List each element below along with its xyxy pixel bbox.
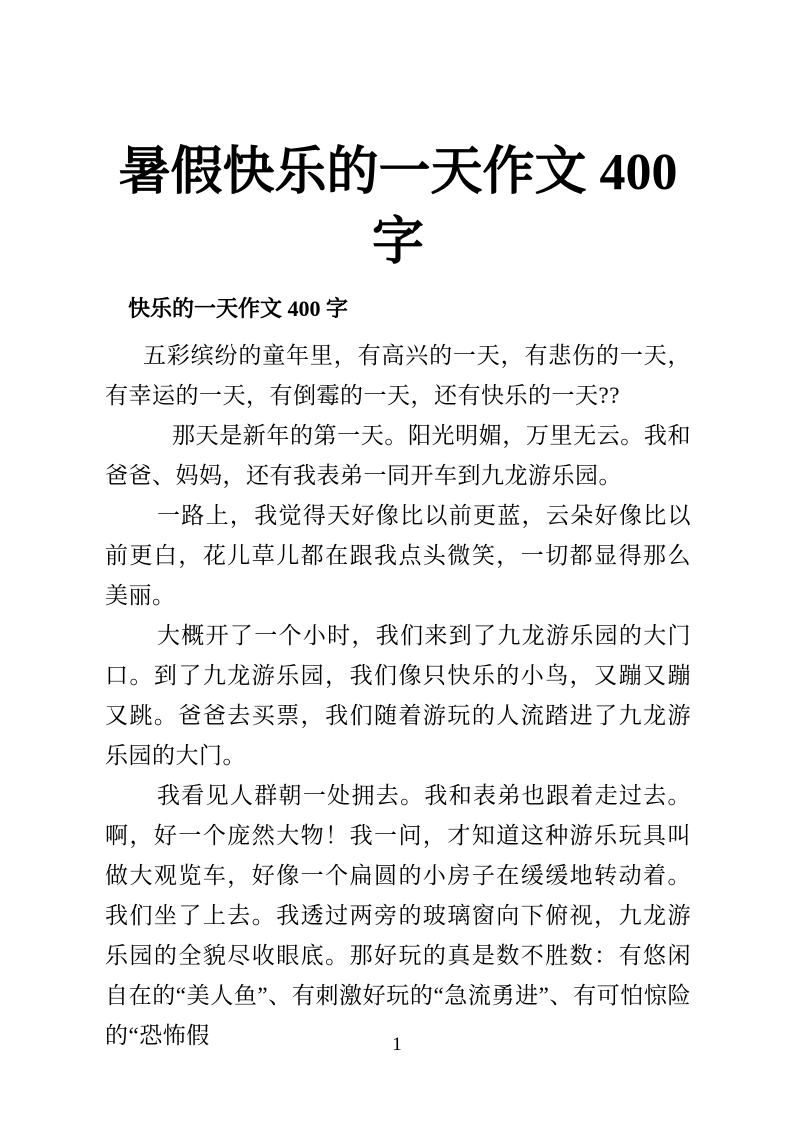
document-title-line-1: 暑假快乐的一天作文 400 — [118, 144, 678, 201]
document-content — [105, 138, 691, 1056]
essay-paragraph-3: 一路上，我觉得天好像比以前更蓝，云朵好像比以前更白，花儿草儿都在跟我点头微笑，一切都显得那么美丽。 — [105, 503, 691, 608]
essay-paragraph-5: 我看见人群朝一处拥去。我和表弟也跟着走过去。啊，好一个庞然大物！我一问，才知道这种游乐玩具叫做大观览车，好像一个扁圆的小房子在缓缓地转动着。我们坐了上去。我透过两旁的玻璃窗向下俯视，九龙游乐园的全貌尽收眼底。那好玩的真是数不胜数：有悠闲自在的“美人鱼”、有刺激好玩的“急流勇进”、有可怕惊险的“恐怖假 — [105, 783, 691, 1048]
essay-paragraph-2: 那天是新年的第一天。阳光明媚，万里无云。我和爸爸、妈妈，还有我表弟一同开车到九龙游乐园。 — [105, 423, 691, 488]
essay-subtitle: 快乐的一天作文 400 字 — [128, 296, 349, 321]
page-number: 1 — [392, 1034, 402, 1055]
essay-paragraph-4: 大概开了一个小时，我们来到了九龙游乐园的大门口。到了九龙游乐园，我们像只快乐的小鸟，又蹦又蹦又跳。爸爸去买票，我们随着游玩的人流踏进了九龙游乐园的大门。 — [105, 623, 691, 768]
document-title-line-2: 字 — [371, 214, 424, 271]
essay-body — [105, 336, 691, 1056]
document-title — [105, 138, 691, 278]
essay-paragraph-1: 五彩缤纷的童年里，有高兴的一天，有悲伤的一天，有幸运的一天，有倒霉的一天，还有快乐的一天?? — [105, 343, 691, 408]
